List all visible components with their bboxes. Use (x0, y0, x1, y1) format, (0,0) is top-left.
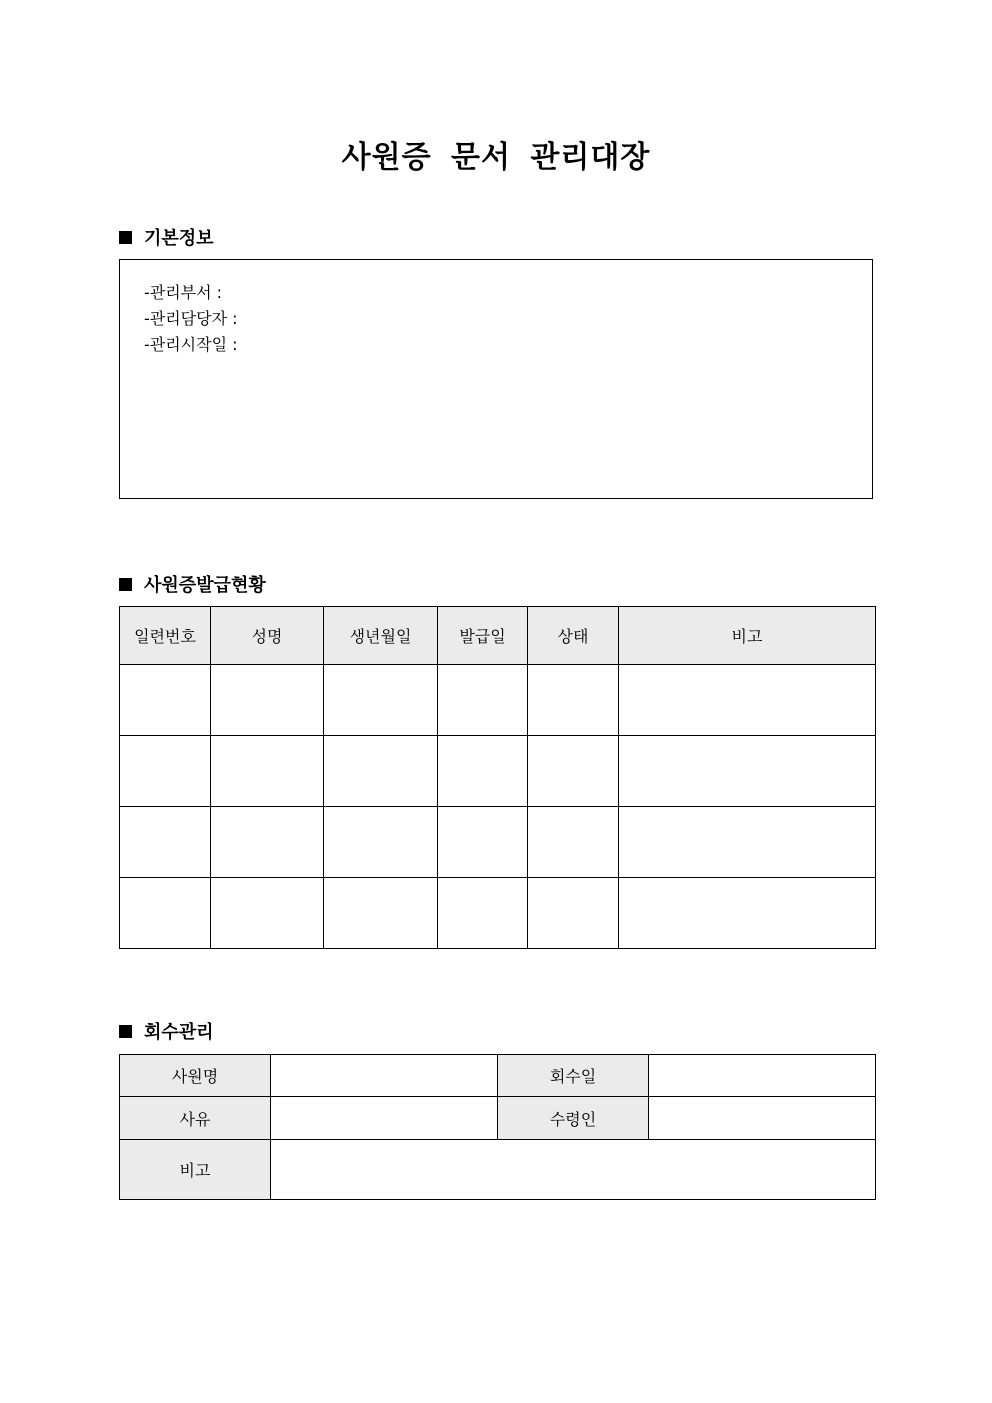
table-cell[interactable] (324, 736, 438, 807)
column-header-issue-date: 발급일 (438, 607, 528, 665)
table-cell[interactable] (120, 807, 211, 878)
table-row (120, 1140, 876, 1200)
table-cell[interactable] (120, 665, 211, 736)
table-cell[interactable] (211, 736, 324, 807)
table-cell[interactable] (528, 665, 619, 736)
table-cell[interactable] (120, 878, 211, 949)
table-header-row (120, 607, 876, 665)
column-header-status: 상태 (528, 607, 619, 665)
table-row (120, 807, 876, 878)
table-cell[interactable] (120, 736, 211, 807)
table-cell[interactable] (324, 878, 438, 949)
table-cell[interactable] (438, 736, 528, 807)
square-bullet-icon (119, 231, 132, 244)
column-header-name: 성명 (211, 607, 324, 665)
square-bullet-icon (119, 578, 132, 591)
table-cell[interactable] (528, 736, 619, 807)
section-heading-label: 기본정보 (144, 228, 214, 249)
info-line-start-date: -관리시작일 : (144, 335, 238, 354)
square-bullet-icon (119, 1025, 132, 1038)
table-cell[interactable] (324, 807, 438, 878)
column-header-birthdate: 생년월일 (324, 607, 438, 665)
field-return-date[interactable] (649, 1055, 876, 1097)
return-mgmt-table (119, 1054, 876, 1200)
table-cell[interactable] (438, 807, 528, 878)
table-cell[interactable] (619, 665, 876, 736)
issue-status-table (119, 606, 876, 949)
table-cell[interactable] (619, 736, 876, 807)
table-cell[interactable] (528, 878, 619, 949)
section-heading-return-mgmt (119, 1018, 214, 1044)
info-line-manager: -관리담당자 : (144, 309, 238, 328)
table-cell[interactable] (211, 807, 324, 878)
table-cell[interactable] (211, 665, 324, 736)
field-reason[interactable] (271, 1097, 498, 1140)
table-cell[interactable] (324, 665, 438, 736)
field-recipient[interactable] (649, 1097, 876, 1140)
table-cell[interactable] (619, 807, 876, 878)
table-row (120, 878, 876, 949)
label-remarks: 비고 (120, 1140, 271, 1200)
field-employee-name[interactable] (271, 1055, 498, 1097)
table-cell[interactable] (438, 665, 528, 736)
section-heading-issue-status (119, 571, 266, 597)
column-header-remarks: 비고 (619, 607, 876, 665)
document-title: 사원증 문서 관리대장 (341, 140, 651, 175)
table-row (120, 665, 876, 736)
label-return-date: 회수일 (498, 1055, 649, 1097)
column-header-serial: 일련번호 (120, 607, 211, 665)
info-line-department: -관리부서 : (144, 283, 223, 302)
section-heading-basic-info (119, 224, 214, 250)
field-remarks[interactable] (271, 1140, 876, 1200)
label-employee-name: 사원명 (120, 1055, 271, 1097)
table-cell[interactable] (438, 878, 528, 949)
section-heading-label: 회수관리 (144, 1022, 214, 1043)
basic-info-box (119, 259, 873, 499)
table-cell[interactable] (528, 807, 619, 878)
table-cell[interactable] (211, 878, 324, 949)
label-reason: 사유 (120, 1097, 271, 1140)
table-row (120, 1097, 876, 1140)
table-cell[interactable] (619, 878, 876, 949)
table-row (120, 736, 876, 807)
table-row (120, 1055, 876, 1097)
section-heading-label: 사원증발급현황 (144, 575, 266, 596)
label-recipient: 수령인 (498, 1097, 649, 1140)
